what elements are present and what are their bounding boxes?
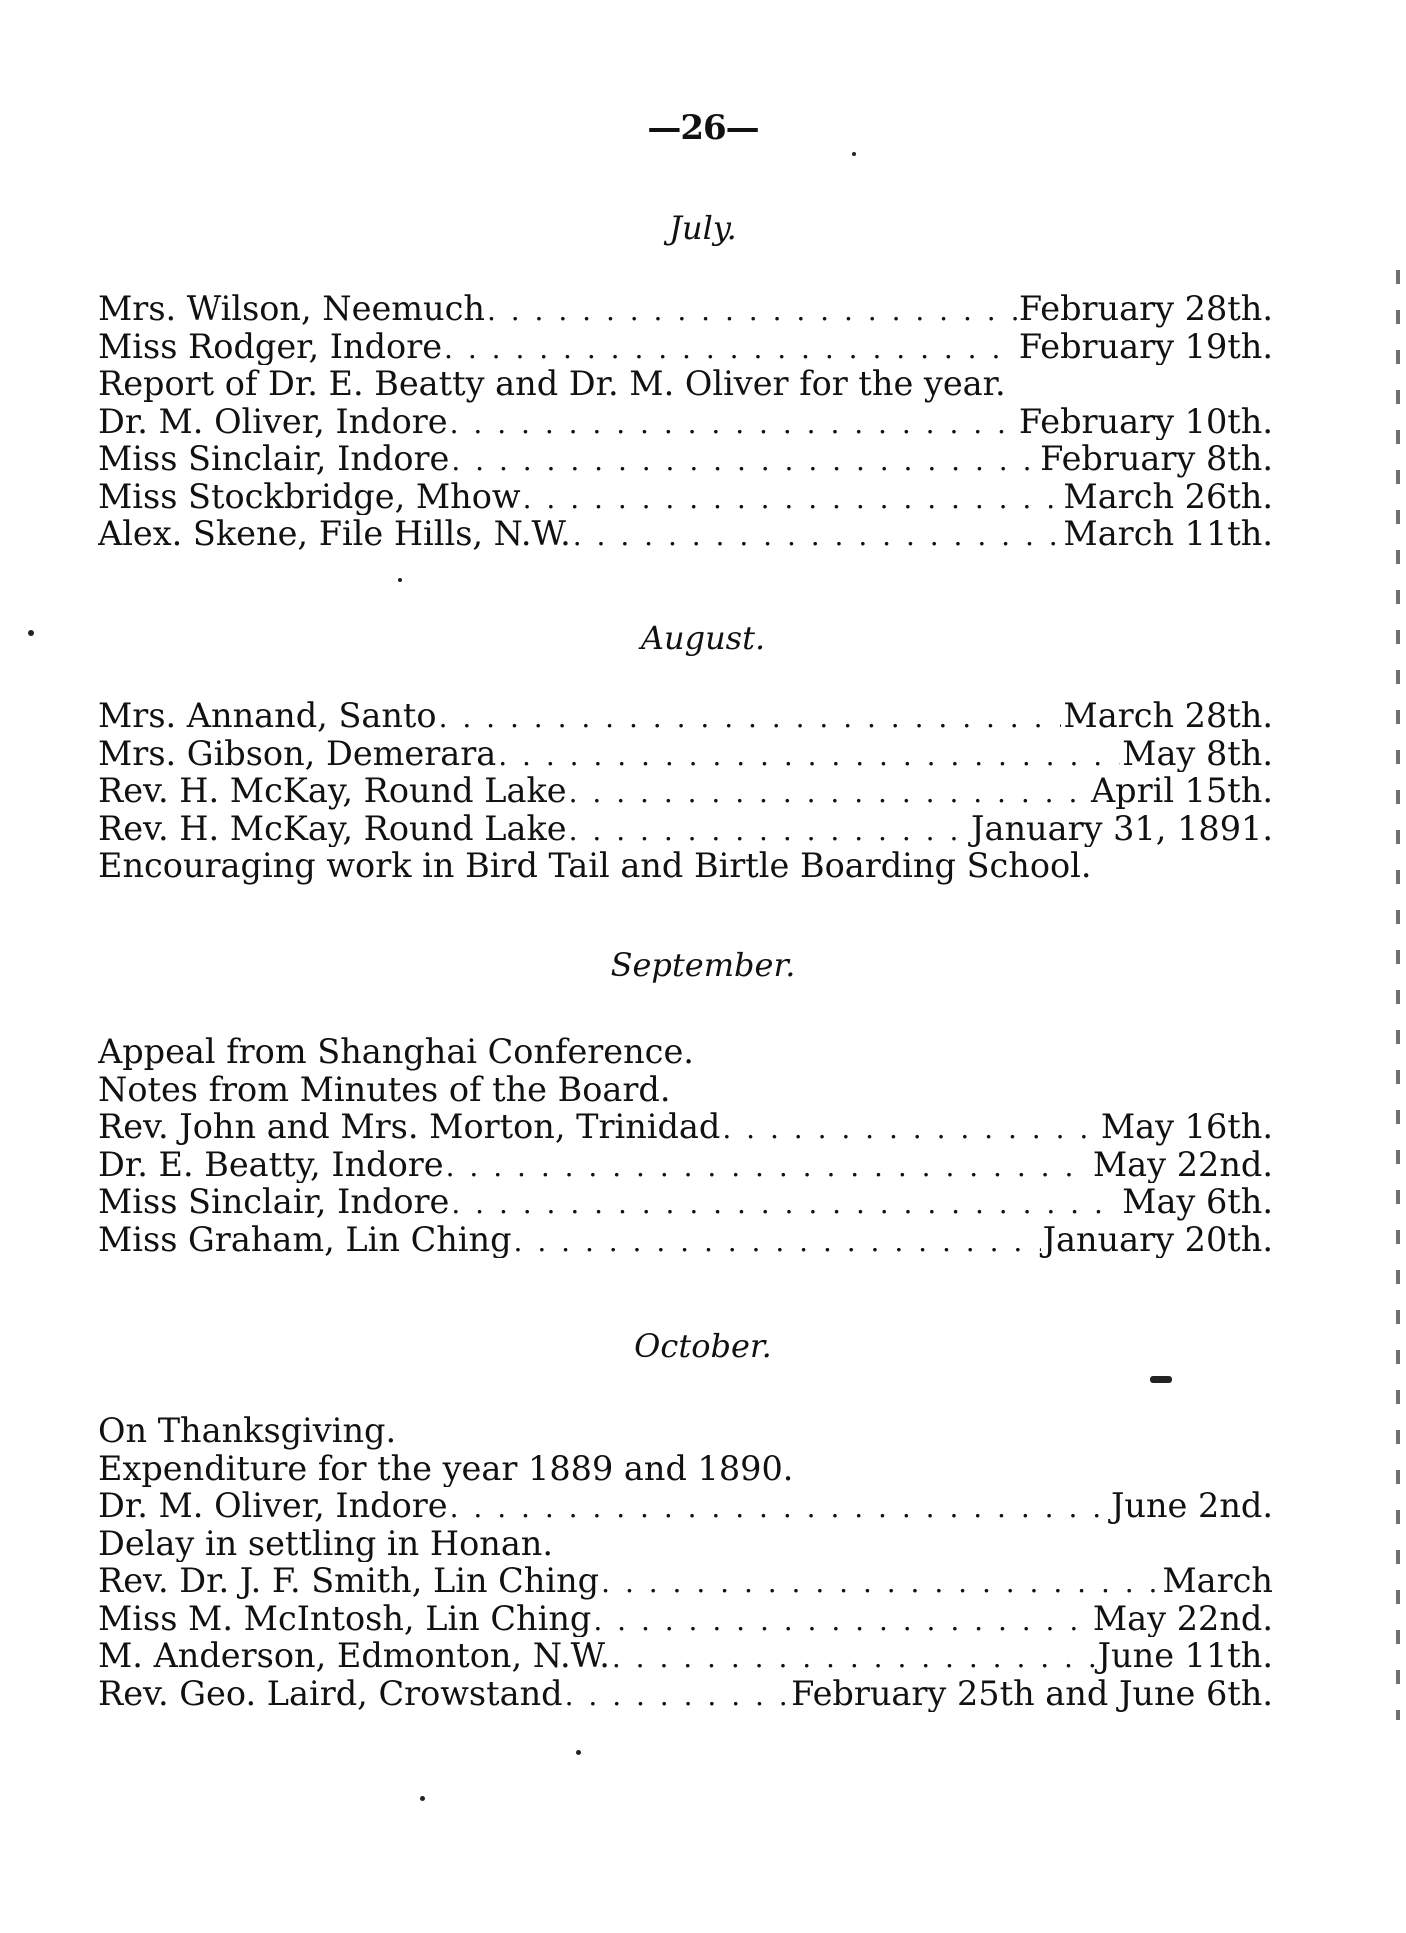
dot-leader [451, 442, 1038, 478]
entry-label: Dr. E. Beatty, Indore [98, 1145, 444, 1183]
dot-leader [514, 1223, 1041, 1259]
list-item [98, 1146, 1273, 1184]
entries-october [98, 1412, 1273, 1712]
entry-date: February 25th and June 6th. [791, 1674, 1273, 1712]
entry-label: Appeal from Shanghai Conference. [98, 1033, 694, 1071]
entry-label: Mrs. Annand, Santo [98, 697, 437, 735]
entry-label: Dr. M. Oliver, Indore [98, 402, 448, 440]
entry-label: Miss Graham, Lin Ching [98, 1220, 512, 1258]
entry-label: M. Anderson, Edmonton, N.W. [98, 1637, 610, 1675]
dot-leader [593, 1602, 1091, 1638]
list-item [98, 365, 1273, 403]
list-item [98, 1221, 1273, 1259]
dot-leader [569, 774, 1089, 810]
entry-label: Expenditure for the year 1889 and 1890. [98, 1449, 794, 1487]
dot-leader [439, 699, 1062, 735]
list-item [98, 403, 1273, 441]
dot-leader [523, 480, 1062, 516]
section-title: October. [634, 1327, 772, 1365]
entry-date: March 28th. [1063, 697, 1273, 735]
entries-august [98, 697, 1273, 885]
entry-date: May 6th. [1122, 1183, 1273, 1221]
list-item [98, 440, 1273, 478]
scan-speck [1150, 1376, 1172, 1383]
scan-speck [420, 1796, 425, 1801]
entry-date: February 19th. [1018, 327, 1273, 365]
list-item [98, 1450, 1273, 1488]
entry-label: Delay in settling in Honan. [98, 1524, 554, 1562]
list-item [98, 1071, 1273, 1109]
entry-date: June 2nd. [1110, 1487, 1273, 1525]
list-item [98, 478, 1273, 516]
entries-july [98, 290, 1273, 553]
entry-label: Encouraging work in Bird Tail and Birtle Boarding School. [98, 847, 1092, 885]
dot-leader [444, 330, 1017, 366]
entry-label: Miss M. McIntosh, Lin Ching [98, 1599, 592, 1637]
list-item [98, 1183, 1273, 1221]
dot-leader [450, 1489, 1109, 1525]
entry-label: Rev. H. McKay, Round Lake [98, 809, 567, 847]
page-number: —26— [647, 108, 759, 148]
list-item [98, 1412, 1273, 1450]
entry-date: March [1162, 1562, 1273, 1600]
entry-label: Report of Dr. E. Beatty and Dr. M. Oliver for the year. [98, 365, 1006, 403]
entry-date: February 8th. [1040, 440, 1273, 478]
entry-label: Rev. Geo. Laird, Crowstand [98, 1674, 563, 1712]
entry-label: Alex. Skene, File Hills, N.W. [98, 515, 571, 553]
entry-label: Mrs. Gibson, Demerara [98, 734, 497, 772]
dot-leader [612, 1639, 1096, 1675]
entry-label: Dr. M. Oliver, Indore [98, 1487, 448, 1525]
entry-date: March 11th. [1063, 515, 1273, 553]
list-item [98, 1600, 1273, 1638]
list-item [98, 1675, 1273, 1713]
list-item [98, 735, 1273, 773]
entry-label: Miss Rodger, Indore [98, 327, 443, 365]
list-item [98, 810, 1273, 848]
scan-speck [398, 578, 402, 582]
list-item [98, 1525, 1273, 1563]
entry-date: January 20th. [1042, 1220, 1273, 1258]
entry-label: Rev. John and Mrs. Morton, Trinidad [98, 1108, 721, 1146]
entry-label: Rev. H. McKay, Round Lake [98, 772, 567, 810]
list-item [98, 1562, 1273, 1600]
entry-label: On Thanksgiving. [98, 1412, 397, 1450]
section-august [0, 618, 1406, 682]
entry-date: June 11th. [1097, 1637, 1273, 1675]
list-item [98, 328, 1273, 366]
entry-label: Mrs. Wilson, Neemuch [98, 290, 485, 328]
list-item [98, 697, 1273, 735]
dot-leader [487, 292, 1017, 328]
list-item [98, 1637, 1273, 1675]
entry-date: March 26th. [1063, 477, 1273, 515]
dot-leader [498, 737, 1120, 773]
entry-date: January 31, 1891. [971, 809, 1273, 847]
section-title: August. [640, 619, 766, 657]
entry-label: Notes from Minutes of the Board. [98, 1070, 671, 1108]
scan-edge-marks [1396, 270, 1400, 1720]
dot-leader [569, 812, 969, 848]
section-title: July. [669, 209, 737, 247]
list-item [98, 1108, 1273, 1146]
entry-label: Miss Stockbridge, Mhow [98, 477, 521, 515]
dot-leader [450, 405, 1017, 441]
section-july [0, 208, 1406, 272]
section-october [0, 1326, 1406, 1390]
scan-speck [852, 152, 856, 156]
section-september [0, 945, 1406, 1009]
entry-date: May 22nd. [1092, 1145, 1273, 1183]
dot-leader [451, 1185, 1120, 1221]
list-item [98, 847, 1273, 885]
dot-leader [601, 1564, 1160, 1600]
entry-date: February 10th. [1018, 402, 1273, 440]
entry-date: April 15th. [1090, 772, 1273, 810]
entry-label: Miss Sinclair, Indore [98, 1183, 450, 1221]
list-item [98, 1487, 1273, 1525]
entry-date: May 8th. [1122, 734, 1273, 772]
entry-date: May 16th. [1100, 1108, 1273, 1146]
list-item [98, 290, 1273, 328]
entry-label: Rev. Dr. J. F. Smith, Lin Ching [98, 1562, 600, 1600]
entries-september [98, 1033, 1273, 1258]
section-title: September. [610, 946, 796, 984]
list-item [98, 515, 1273, 553]
scan-speck [576, 1750, 581, 1755]
dot-leader [722, 1110, 1098, 1146]
entry-date: May 22nd. [1092, 1599, 1273, 1637]
scan-speck [28, 630, 34, 636]
entry-date: February 28th. [1018, 290, 1273, 328]
entry-label: Miss Sinclair, Indore [98, 440, 450, 478]
list-item [98, 772, 1273, 810]
dot-leader [446, 1148, 1091, 1184]
list-item [98, 1033, 1273, 1071]
dot-leader [573, 517, 1062, 553]
dot-leader [565, 1677, 790, 1713]
